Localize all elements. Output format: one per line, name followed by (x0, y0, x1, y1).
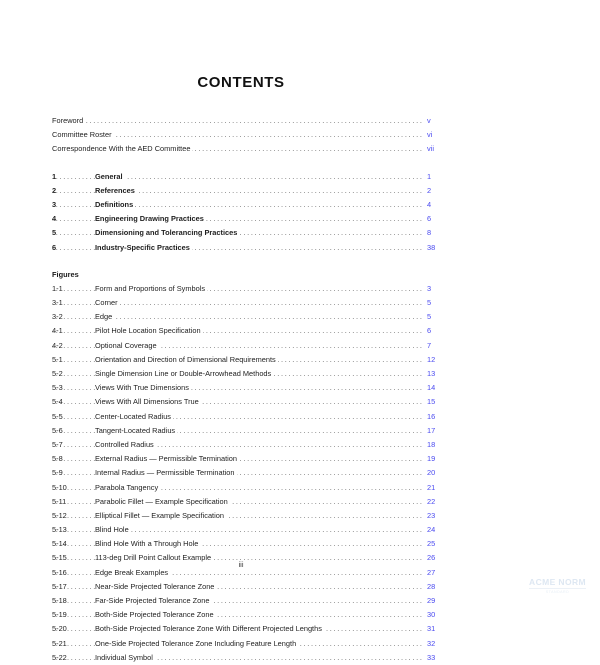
toc-entry-page[interactable]: 31 (424, 622, 435, 636)
toc-entry-number: 5-7 (52, 439, 63, 449)
toc-entry-label: Blind Hole (95, 523, 131, 537)
watermark-logo (529, 577, 586, 594)
spacer (52, 157, 518, 170)
toc-entry[interactable] (52, 241, 518, 255)
watermark-rule (529, 588, 586, 589)
toc-entry-page[interactable]: 12 (424, 353, 435, 367)
toc-entry-page[interactable]: 27 (424, 566, 435, 580)
toc-entry-label: Internal Radius — Permissible Termination (95, 466, 237, 480)
toc-entry-label: Near-Side Projected Tolerance Zone (95, 580, 216, 594)
toc-entry-page[interactable]: 24 (424, 523, 435, 537)
figures-list (52, 282, 518, 665)
toc-entry-number: 5-11 (52, 496, 67, 506)
toc-entry-label: Pilot Hole Location Specification (95, 324, 203, 338)
toc-entry-number: 6 (52, 242, 57, 252)
toc-entry-number: 4-1 (52, 326, 63, 336)
toc-entry[interactable] (52, 622, 518, 636)
toc-entry-number: 3-2 (52, 312, 63, 322)
toc-entry-label: Engineering Drawing Practices (95, 212, 206, 226)
toc-entry[interactable] (52, 424, 518, 438)
toc-entry-number: 5-22 (52, 652, 67, 662)
toc-entry-page[interactable]: 25 (424, 537, 435, 551)
toc-entry-page[interactable]: 14 (424, 381, 435, 395)
toc-entry-number: 5-13 (52, 525, 67, 535)
toc-entry[interactable] (52, 324, 518, 338)
toc-entry-page[interactable]: 32 (424, 637, 435, 651)
toc-entry-label: Views With All Dimensions True (95, 395, 201, 409)
toc-entry-page[interactable]: 30 (424, 608, 435, 622)
toc-entry[interactable] (52, 296, 518, 310)
toc-entry-page[interactable]: 13 (424, 367, 435, 381)
toc-entry-page[interactable]: 7 (424, 339, 431, 353)
toc-entry-label: Dimensioning and Tolerancing Practices (95, 226, 239, 240)
toc-entry-number: 5-21 (52, 638, 67, 648)
toc-entry-label: Corner (95, 296, 120, 310)
toc-entry[interactable] (52, 537, 518, 551)
toc-entry[interactable] (52, 226, 518, 240)
toc-entry-page[interactable]: 17 (424, 424, 435, 438)
toc-entry-page[interactable]: 1 (424, 170, 431, 184)
toc-entry-number: 5-2 (52, 369, 63, 378)
toc-entry-number: 1-1 (52, 283, 63, 293)
toc-entry[interactable] (52, 170, 518, 184)
toc-entry-label: Edge Break Examples (95, 566, 170, 580)
toc-entry-page[interactable]: 2 (424, 184, 431, 198)
watermark-text: ACME NORM (529, 577, 586, 587)
toc-entry-number: 5-6 (52, 425, 63, 435)
spacer (52, 255, 518, 268)
dot-leader (52, 114, 422, 128)
toc-entry-label: 113-deg Drill Point Callout Example (95, 551, 213, 565)
toc-entry-number: 3-1 (52, 298, 63, 308)
toc-entry-label: Elliptical Fillet — Example Specification (95, 509, 226, 523)
toc-entry-page[interactable]: 26 (424, 551, 435, 565)
table-of-contents (52, 114, 518, 665)
toc-entry-number: 1 (52, 171, 57, 181)
toc-entry[interactable] (52, 452, 518, 466)
toc-entry-page[interactable]: vii (424, 142, 434, 156)
toc-entry-label: Optional Coverage (95, 339, 159, 353)
toc-entry[interactable] (52, 381, 518, 395)
toc-entry[interactable] (52, 339, 518, 353)
toc-entry-page[interactable]: 29 (424, 594, 435, 608)
toc-entry-number: 2 (52, 185, 57, 195)
toc-entry[interactable] (52, 481, 518, 495)
toc-entry-number: 5-20 (52, 624, 67, 634)
toc-entry-page[interactable]: 8 (424, 226, 431, 240)
toc-entry-number: 5-5 (52, 411, 63, 421)
toc-entry-label: Edge (95, 310, 114, 324)
folio-page-number: iii (238, 560, 244, 569)
toc-entry[interactable] (52, 580, 518, 594)
toc-entry-label: Controlled Radius (95, 438, 156, 452)
figures-heading: Figures (52, 269, 79, 279)
toc-entry-number: 5-10 (52, 482, 67, 492)
toc-entry-label: Orientation and Direction of Dimensional Requirements (95, 353, 278, 367)
toc-entry[interactable] (52, 353, 518, 367)
toc-entry[interactable] (52, 198, 518, 212)
toc-entry[interactable] (52, 495, 518, 509)
toc-entry-page[interactable]: 20 (424, 466, 435, 480)
toc-entry-page[interactable]: 28 (424, 580, 435, 594)
toc-entry-number: 5-3 (52, 383, 63, 393)
toc-entry-page[interactable]: 22 (424, 495, 435, 509)
toc-entry-page[interactable]: 21 (424, 481, 435, 495)
toc-entry[interactable] (52, 114, 518, 128)
toc-entry-page[interactable]: 5 (424, 310, 431, 324)
toc-entry-number: 5-18 (52, 596, 67, 605)
toc-entry-label: Correspondence With the AED Committee (52, 142, 192, 156)
toc-entry-number: 5-4 (52, 397, 63, 407)
toc-entry[interactable] (52, 212, 518, 226)
toc-entry-label: External Radius — Permissible Termination (95, 452, 239, 466)
toc-entry-label: Form and Proportions of Symbols (95, 282, 207, 296)
watermark-subtext: STANDARD (545, 590, 570, 594)
toc-entry-label: Committee Roster (52, 128, 114, 142)
toc-entry-page[interactable]: 6 (424, 324, 431, 338)
toc-entry-label: Parabola Tangency (95, 481, 160, 495)
toc-entry-number: 5-12 (52, 510, 67, 520)
toc-entry-page[interactable]: vi (424, 128, 432, 142)
toc-entry-page[interactable]: 15 (424, 395, 435, 409)
toc-entry-number: 3 (52, 199, 57, 209)
toc-entry-label: Parabolic Fillet — Example Specification (95, 495, 230, 509)
toc-entry-page[interactable]: 18 (424, 438, 435, 452)
toc-entry-number: 5 (52, 228, 57, 238)
toc-entry-label: Both-Side Projected Tolerance Zone With Different Projected Lengths (95, 622, 324, 636)
toc-entry-label: Individual Symbol (95, 651, 155, 665)
toc-entry-number: 5-17 (52, 581, 67, 591)
toc-entry[interactable] (52, 282, 518, 296)
front-matter-list (52, 114, 518, 157)
toc-entry[interactable] (52, 395, 518, 409)
toc-entry-page[interactable]: 19 (424, 452, 435, 466)
toc-entry-page[interactable]: v (424, 114, 431, 128)
toc-entry-number: 5-16 (52, 567, 67, 577)
toc-entry[interactable] (52, 594, 518, 608)
toc-entry[interactable] (52, 509, 518, 523)
toc-entry[interactable] (52, 637, 518, 651)
toc-entry[interactable] (52, 466, 518, 480)
toc-entry[interactable] (52, 608, 518, 622)
toc-entry-page[interactable]: 23 (424, 509, 435, 523)
toc-entry-label: Center-Located Radius (95, 410, 173, 424)
toc-entry-number: 5-9 (52, 468, 63, 478)
toc-entry-label: References (95, 184, 137, 198)
toc-entry-page[interactable]: 38 (424, 241, 435, 255)
toc-entry-page[interactable]: 3 (424, 282, 431, 296)
toc-entry-number: 5-8 (52, 454, 63, 464)
toc-entry-page[interactable]: 4 (424, 198, 431, 212)
toc-entry[interactable] (52, 523, 518, 537)
toc-entry-label: Industry-Specific Practices (95, 241, 192, 255)
toc-entry[interactable] (52, 310, 518, 324)
toc-entry-number: 5-1 (52, 354, 63, 364)
toc-entry[interactable] (52, 651, 518, 665)
toc-entry-label: General (95, 170, 125, 184)
toc-entry-number: 5-19 (52, 610, 67, 620)
sections-list (52, 170, 518, 255)
toc-entry-label: Blind Hole With a Through Hole (95, 537, 200, 551)
toc-entry[interactable] (52, 438, 518, 452)
toc-entry-label: Both-Side Projected Tolerance Zone (95, 608, 216, 622)
toc-entry-label: Definitions (95, 198, 135, 212)
toc-entry[interactable] (52, 367, 518, 381)
toc-entry-label: One-Side Projected Tolerance Zone Including Feature Length (95, 637, 298, 651)
toc-entry[interactable] (52, 184, 518, 198)
toc-entry-label: Single Dimension Line or Double-Arrowhead Methods (95, 367, 273, 381)
toc-entry-label: Tangent-Located Radius (95, 424, 177, 438)
toc-entry-number: 5-15 (52, 553, 67, 563)
toc-entry-page[interactable]: 16 (424, 410, 435, 424)
toc-entry-page[interactable]: 33 (424, 651, 435, 665)
page-title: CONTENTS (197, 74, 285, 91)
toc-entry-label: Views With True Dimensions (95, 381, 191, 395)
toc-entry-page[interactable]: 5 (424, 296, 431, 310)
toc-entry[interactable] (52, 142, 518, 156)
toc-entry-label: Far-Side Projected Tolerance Zone (95, 594, 211, 608)
toc-entry[interactable] (52, 410, 518, 424)
toc-entry-number: 4 (52, 214, 57, 224)
toc-entry-label: Foreword (52, 114, 85, 128)
toc-entry[interactable] (52, 128, 518, 142)
toc-entry-number: 5-14 (52, 539, 67, 549)
toc-entry-page[interactable]: 6 (424, 212, 431, 226)
toc-entry-number: 4-2 (52, 340, 63, 350)
